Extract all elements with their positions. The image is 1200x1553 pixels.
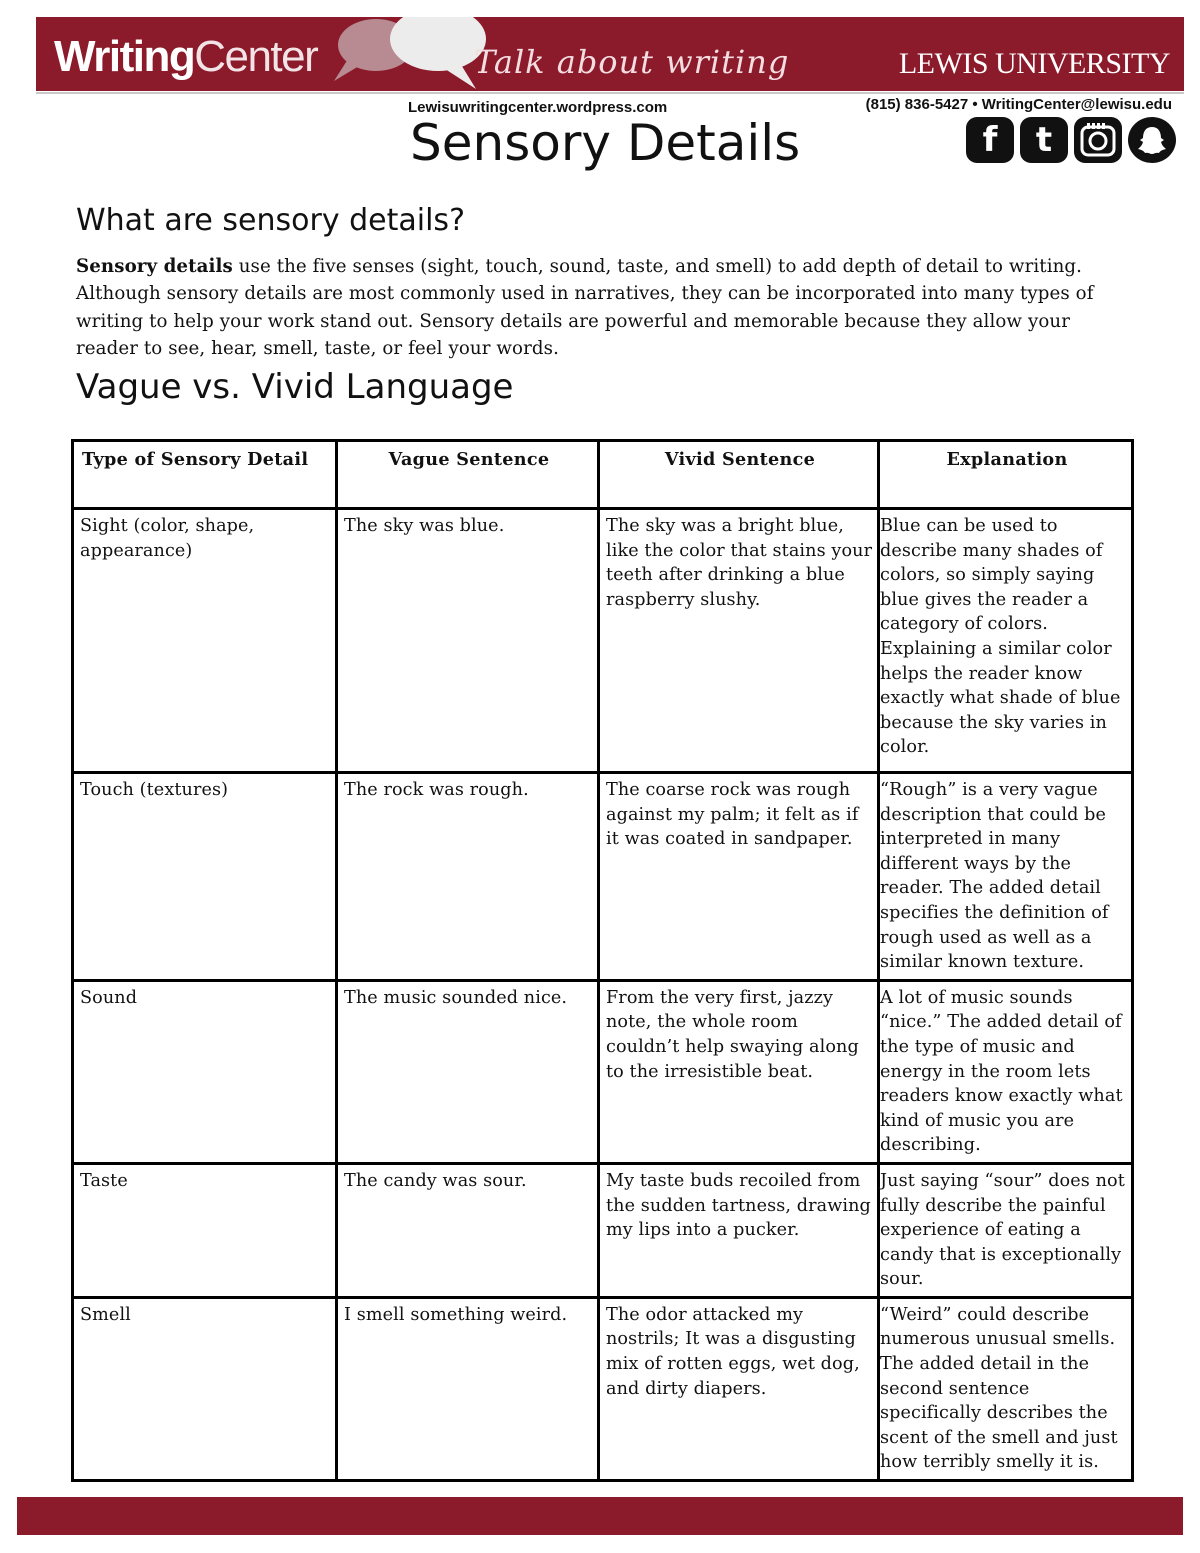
header-divider xyxy=(36,92,1184,94)
intro-body: use the five senses (sight, touch, sound, taste, and smell) to add depth of detail to writing. Although sensory details are most commonly used in narratives, they can be incorporated into many types of writing to help your work stand out. Sensory details are powerful and memorable because they allow your reader to see, hear, smell, taste, or feel your words. xyxy=(76,256,1094,359)
cell-vague: I smell something weird. xyxy=(337,1297,599,1480)
table-row xyxy=(73,773,1133,981)
twitter-icon[interactable]: t xyxy=(1020,117,1068,163)
camera-glyph xyxy=(1079,121,1117,159)
cell-vivid: From the very first, jazzy note, the whole room couldn’t help swaying along to the irresistible beat. xyxy=(599,980,879,1163)
cell-vivid: My taste buds recoiled from the sudden tartness, drawing my lips into a pucker. xyxy=(599,1163,879,1297)
cell-vivid: The coarse rock was rough against my palm; it felt as if it was coated in sandpaper. xyxy=(599,773,879,981)
cell-type: Smell xyxy=(73,1297,337,1480)
section-heading-vague-vivid: Vague vs. Vivid Language xyxy=(76,367,514,407)
cell-type: Sight (color, shape, appearance) xyxy=(73,509,337,773)
section-heading-what: What are sensory details? xyxy=(76,203,465,238)
table-header-row xyxy=(73,441,1133,509)
cell-explanation: “Weird” could describe numerous unusual smells. The added detail in the second sentence specifically describes the scent of the smell and just how terribly smelly it is. xyxy=(879,1297,1133,1480)
tagline: Talk about writing xyxy=(474,43,790,81)
website-link[interactable]: Lewisuwritingcenter.wordpress.com xyxy=(408,99,668,116)
cell-vague: The candy was sour. xyxy=(337,1163,599,1297)
facebook-icon[interactable]: f xyxy=(966,117,1014,163)
cell-explanation: A lot of music sounds “nice.” The added detail of the type of music and energy in the room lets readers know exactly what kind of music you are describing. xyxy=(879,980,1133,1163)
cell-type: Taste xyxy=(73,1163,337,1297)
cell-explanation: “Rough” is a very vague description that could be interpreted in many different ways by the reader. The added detail specifies the definition of rough used as well as a similar known texture. xyxy=(879,773,1133,981)
cell-vague: The sky was blue. xyxy=(337,509,599,773)
instagram-icon[interactable] xyxy=(1074,117,1122,163)
footer-bar xyxy=(17,1497,1183,1535)
sensory-details-table xyxy=(71,439,1134,1482)
cell-vague: The rock was rough. xyxy=(337,773,599,981)
table-row xyxy=(73,1163,1133,1297)
writing-center-logo: WritingCenter xyxy=(54,32,318,81)
intro-term: Sensory details xyxy=(76,256,233,277)
cell-type: Touch (textures) xyxy=(73,773,337,981)
cell-explanation: Blue can be used to describe many shades of colors, so simply saying blue gives the reader a category of colors. Explaining a similar color helps the reader know exactly what shade of blue because the sky varies in color. xyxy=(879,509,1133,773)
table-row xyxy=(73,980,1133,1163)
social-icons xyxy=(966,117,1176,163)
header-explanation: Explanation xyxy=(879,441,1133,509)
header-vague: Vague Sentence xyxy=(337,441,599,509)
ghost-glyph xyxy=(1135,123,1169,157)
page-title: Sensory Details xyxy=(410,114,801,172)
speech-bubbles-icon xyxy=(318,17,498,91)
cell-vague: The music sounded nice. xyxy=(337,980,599,1163)
table-row xyxy=(73,509,1133,773)
contact-info: (815) 836-5427 • WritingCenter@lewisu.edu xyxy=(865,96,1172,113)
cell-type: Sound xyxy=(73,980,337,1163)
snapchat-icon[interactable] xyxy=(1128,117,1176,163)
header-vivid: Vivid Sentence xyxy=(599,441,879,509)
intro-paragraph xyxy=(76,253,1126,362)
header-type: Type of Sensory Detail xyxy=(73,441,337,509)
cell-vivid: The odor attacked my nostrils; It was a disgusting mix of rotten eggs, wet dog, and dirty diapers. xyxy=(599,1297,879,1480)
table-row xyxy=(73,1297,1133,1480)
cell-vivid: The sky was a bright blue, like the color that stains your teeth after drinking a blue raspberry slushy. xyxy=(599,509,879,773)
cell-explanation: Just saying “sour” does not fully describe the painful experience of eating a candy that is exceptionally sour. xyxy=(879,1163,1133,1297)
lewis-university-logo: LEWIS UNIVERSITY xyxy=(898,47,1170,80)
header-banner xyxy=(36,17,1184,91)
